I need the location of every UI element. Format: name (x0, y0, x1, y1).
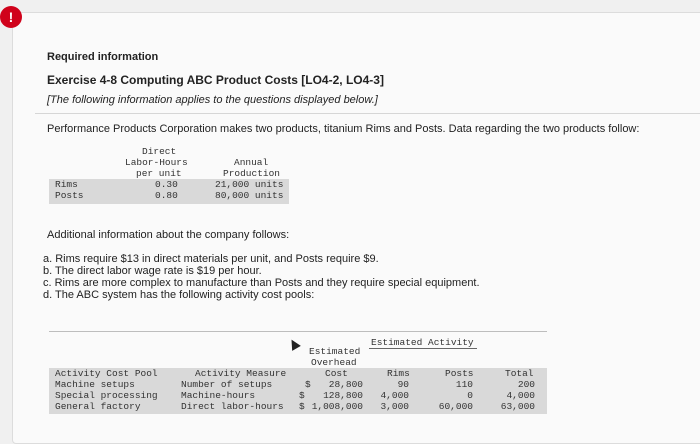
row-setups-pool: Machine setups (55, 379, 135, 390)
row-special-pool: Special processing (55, 390, 158, 401)
activity-cost-table (49, 331, 547, 415)
row-special-measure: Machine-hours (181, 390, 256, 401)
header-cost-3: Cost (325, 368, 348, 379)
products-table (49, 146, 289, 208)
table-top-border (49, 331, 547, 332)
row-general-dollar: $ (299, 401, 305, 412)
row-rims-dlh: 0.30 (155, 179, 178, 190)
header-ap-2: Production (223, 168, 281, 179)
additional-info-heading: Additional information about the company follows: (47, 229, 290, 241)
header-cost-2: Overhead (311, 357, 357, 368)
row-posts-dlh: 0.80 (155, 190, 178, 201)
list-item: d. The ABC system has the following activity cost pools: (43, 289, 315, 301)
row-special-total: 4,000 (506, 390, 535, 401)
list-item: b. The direct labor wage rate is $19 per hour. (43, 265, 262, 277)
row-setups-rims: 90 (397, 379, 409, 390)
instruction-note: [The following information applies to the questions displayed below.] (47, 94, 378, 106)
row-general-rims: 3,000 (380, 401, 409, 412)
required-information-heading: Required information (47, 51, 159, 63)
header-ap-1: Annual (234, 157, 269, 168)
mouse-cursor-icon (287, 337, 301, 351)
row-special-rims: 4,000 (380, 390, 409, 401)
list-item: c. Rims are more complex to manufacture than Posts and they require special equipment. (43, 277, 480, 289)
alert-icon: ! (0, 6, 22, 28)
header-total: Total (505, 368, 534, 379)
intro-text: Performance Products Corporation makes two products, titanium Rims and Posts. Data regarding the two products follow: (47, 123, 640, 135)
row-general-pool: General factory (55, 401, 141, 412)
list-item: a. Rims require $13 in direct materials per unit, and Posts require $9. (43, 253, 379, 265)
group-header-underline (369, 348, 477, 349)
divider (35, 113, 700, 114)
row-special-cost: 128,800 (323, 390, 363, 401)
row-special-posts: 0 (467, 390, 473, 401)
header-posts: Posts (445, 368, 474, 379)
additional-info-list (43, 253, 480, 301)
row-setups-total: 200 (517, 379, 535, 390)
row-setups-posts: 110 (455, 379, 473, 390)
header-cost-1: Estimated (309, 346, 361, 357)
header-dlh-1: Direct (142, 146, 177, 157)
estimated-activity-header: Estimated Activity (371, 337, 474, 348)
row-rims-production: 21,000 units (215, 179, 284, 190)
exercise-title: Exercise 4-8 Computing ABC Product Costs [LO4-2, LO4-3] (47, 73, 384, 87)
row-setups-measure: Number of setups (181, 379, 273, 390)
question-card (12, 12, 700, 444)
row-general-measure: Direct labor-hours (181, 401, 284, 412)
row-rims-name: Rims (55, 179, 78, 190)
row-general-cost: 1,008,000 (311, 401, 363, 412)
header-pool: Activity Cost Pool (55, 368, 158, 379)
row-setups-dollar: $ (305, 379, 311, 390)
row-setups-cost: 28,800 (328, 379, 363, 390)
row-general-posts: 60,000 (438, 401, 473, 412)
row-posts-name: Posts (55, 190, 84, 201)
header-rims: Rims (387, 368, 410, 379)
row-posts-production: 80,000 units (215, 190, 284, 201)
row-general-total: 63,000 (500, 401, 535, 412)
header-dlh-2: Labor-Hours (125, 157, 188, 168)
header-dlh-3: per unit (136, 168, 182, 179)
row-special-dollar: $ (299, 390, 305, 401)
header-measure: Activity Measure (195, 368, 287, 379)
